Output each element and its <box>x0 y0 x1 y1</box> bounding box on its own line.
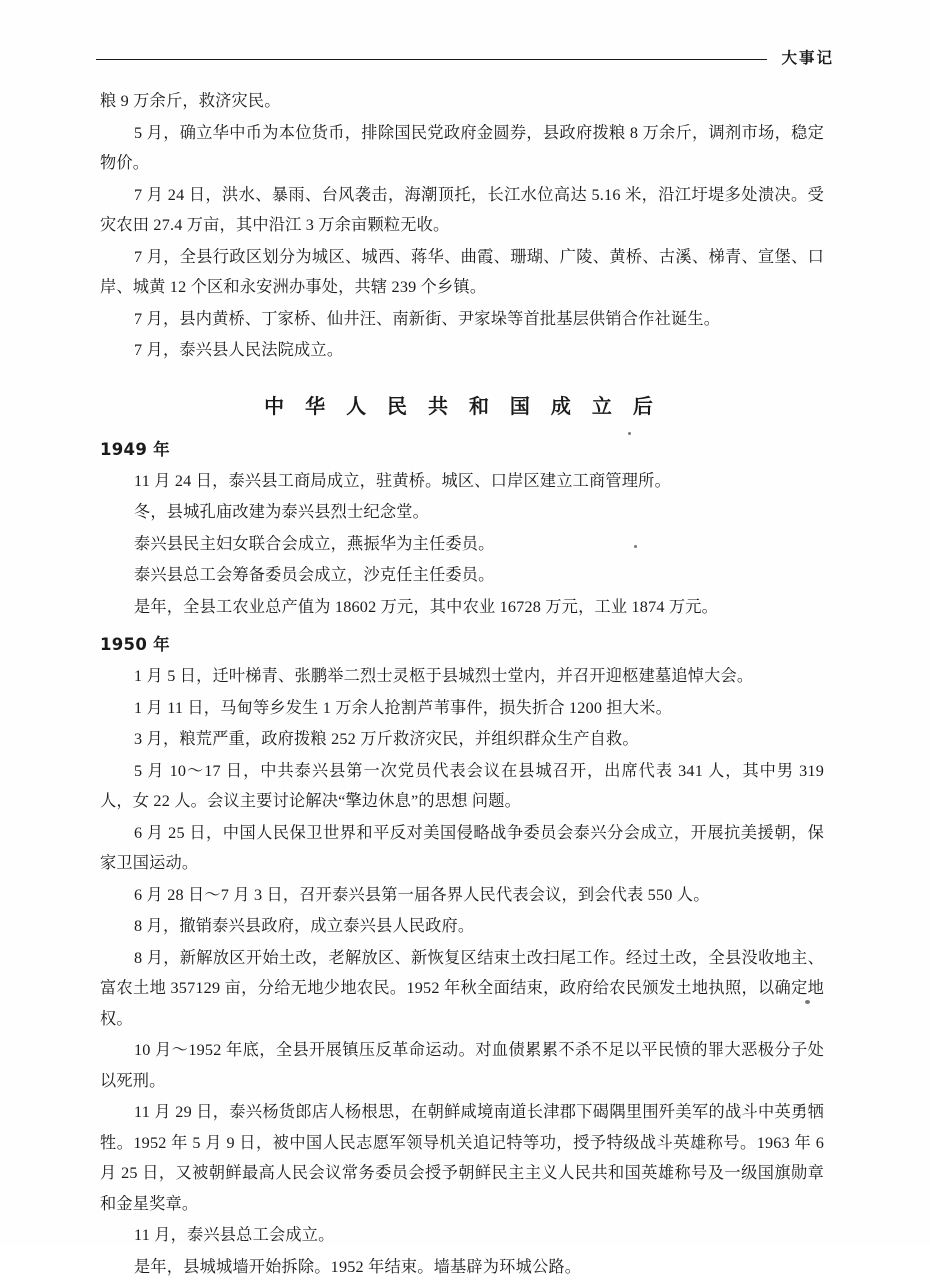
paragraph: 7 月 24 日，洪水、暴雨、台风袭击，海潮顶托，长江水位高达 5.16 米，沿江圩堤多处溃决。受灾农田 27.4 万亩，其中沿江 3 万余亩颗粒无收。 <box>100 185 824 234</box>
paragraph: 泰兴县民主妇女联合会成立，燕振华为主任委员。 <box>134 534 495 553</box>
paragraph: 11 月，泰兴县总工会成立。 <box>134 1226 335 1244</box>
paragraph: 5 月 10～17 日，中共泰兴县第一次党员代表会议在县城召开，出席代表 341 人，其中男 319 人，女 22 人。会议主要讨论解决“擎边休息”的思想 问题。 <box>100 761 824 810</box>
paragraph: 是年，县城城墙开始拆除。1952 年结束。墙基辟为环城公路。 <box>134 1257 582 1276</box>
paragraph: 6 月 25 日，中国人民保卫世界和平反对美国侵略战争委员会泰兴分会成立，开展抗美援朝，保家卫国运动。 <box>100 823 824 872</box>
paragraph: 1 月 11 日，马甸等乡发生 1 万余人抢割芦苇事件，损失折合 1200 担大米。 <box>134 698 672 717</box>
paragraph: 泰兴县总工会筹备委员会成立，沙克任主任委员。 <box>134 566 495 584</box>
scan-speck <box>628 432 631 435</box>
paragraph: 7 月，泰兴县人民法院成立。 <box>134 341 344 359</box>
year-heading-1950: 1950 年 <box>100 635 170 654</box>
scan-speck <box>805 1000 810 1004</box>
page-header <box>96 44 834 70</box>
section-title: 中 华 人 民 共 和 国 成 立 后 <box>264 393 660 418</box>
year-heading-1949: 1949 年 <box>100 439 170 459</box>
paragraph: 8 月，新解放区开始土改，老解放区、新恢复区结束土改扫尾工作。经过土改，全县没收地主、富农土地 357129 亩，分给无地少地农民。1952 年秋全面结束，政府给农民颁发土地执照，以确定地权。 <box>100 948 824 1028</box>
paragraph: 6 月 28 日～7 月 3 日，召开泰兴县第一届各界人民代表会议，到会代表 550 人。 <box>134 885 710 904</box>
paragraph: 10 月～1952 年底，全县开展镇压反革命运动。对血债累累不杀不足以平民愤的罪大恶极分子处以死刑。 <box>100 1041 824 1090</box>
paragraph: 粮 9 万余斤，救济灾民。 <box>100 92 281 110</box>
scan-speck <box>634 545 637 548</box>
page-content <box>100 86 824 1283</box>
paragraph: 7 月，县内黄桥、丁家桥、仙井汪、南新街、尹家垛等首批基层供销合作社诞生。 <box>134 309 721 328</box>
paragraph: 3 月，粮荒严重，政府拨粮 252 万斤救济灾民，并组织群众生产自救。 <box>134 730 639 748</box>
paragraph: 是年，全县工农业总产值为 18602 万元，其中农业 16728 万元，工业 1874 万元。 <box>134 597 719 616</box>
paragraph: 11 月 29 日，泰兴杨货郎店人杨根思，在朝鲜咸境南道长津郡下碣隅里围歼美军的战斗中英勇牺牲。1952 年 5 月 9 日，被中国人民志愿军领导机关追记特等功，授予特级战斗英雄称号。1963 年 6 月 25 日，又被朝鲜最高人民会议常务委员会授予朝鲜民主主义人民共和国英雄称号及一级国旗勋章和金星奖章。 <box>100 1103 824 1213</box>
paragraph: 8 月，撤销泰兴县政府，成立泰兴县人民政府。 <box>134 917 475 935</box>
header-rule <box>96 59 767 60</box>
paragraph: 11 月 24 日，泰兴县工商局成立，驻黄桥。城区、口岸区建立工商管理所。 <box>134 471 671 490</box>
paragraph: 5 月，确立华中币为本位货币，排除国民党政府金圆券，县政府拨粮 8 万余斤，调剂市场，稳定物价。 <box>100 123 824 172</box>
header-title: 大事记 <box>781 49 834 67</box>
paragraph: 7 月，全县行政区划分为城区、城西、蒋华、曲霞、珊瑚、广陵、黄桥、古溪、梯青、宣堡、口岸、城黄 12 个区和永安洲办事处，共辖 239 个乡镇。 <box>100 247 824 296</box>
paragraph: 1 月 5 日，迁叶梯青、张鹏举二烈士灵柩于县城烈士堂内，并召开迎柩建墓追悼大会。 <box>134 667 754 685</box>
paragraph: 冬，县城孔庙改建为泰兴县烈士纪念堂。 <box>134 503 429 521</box>
